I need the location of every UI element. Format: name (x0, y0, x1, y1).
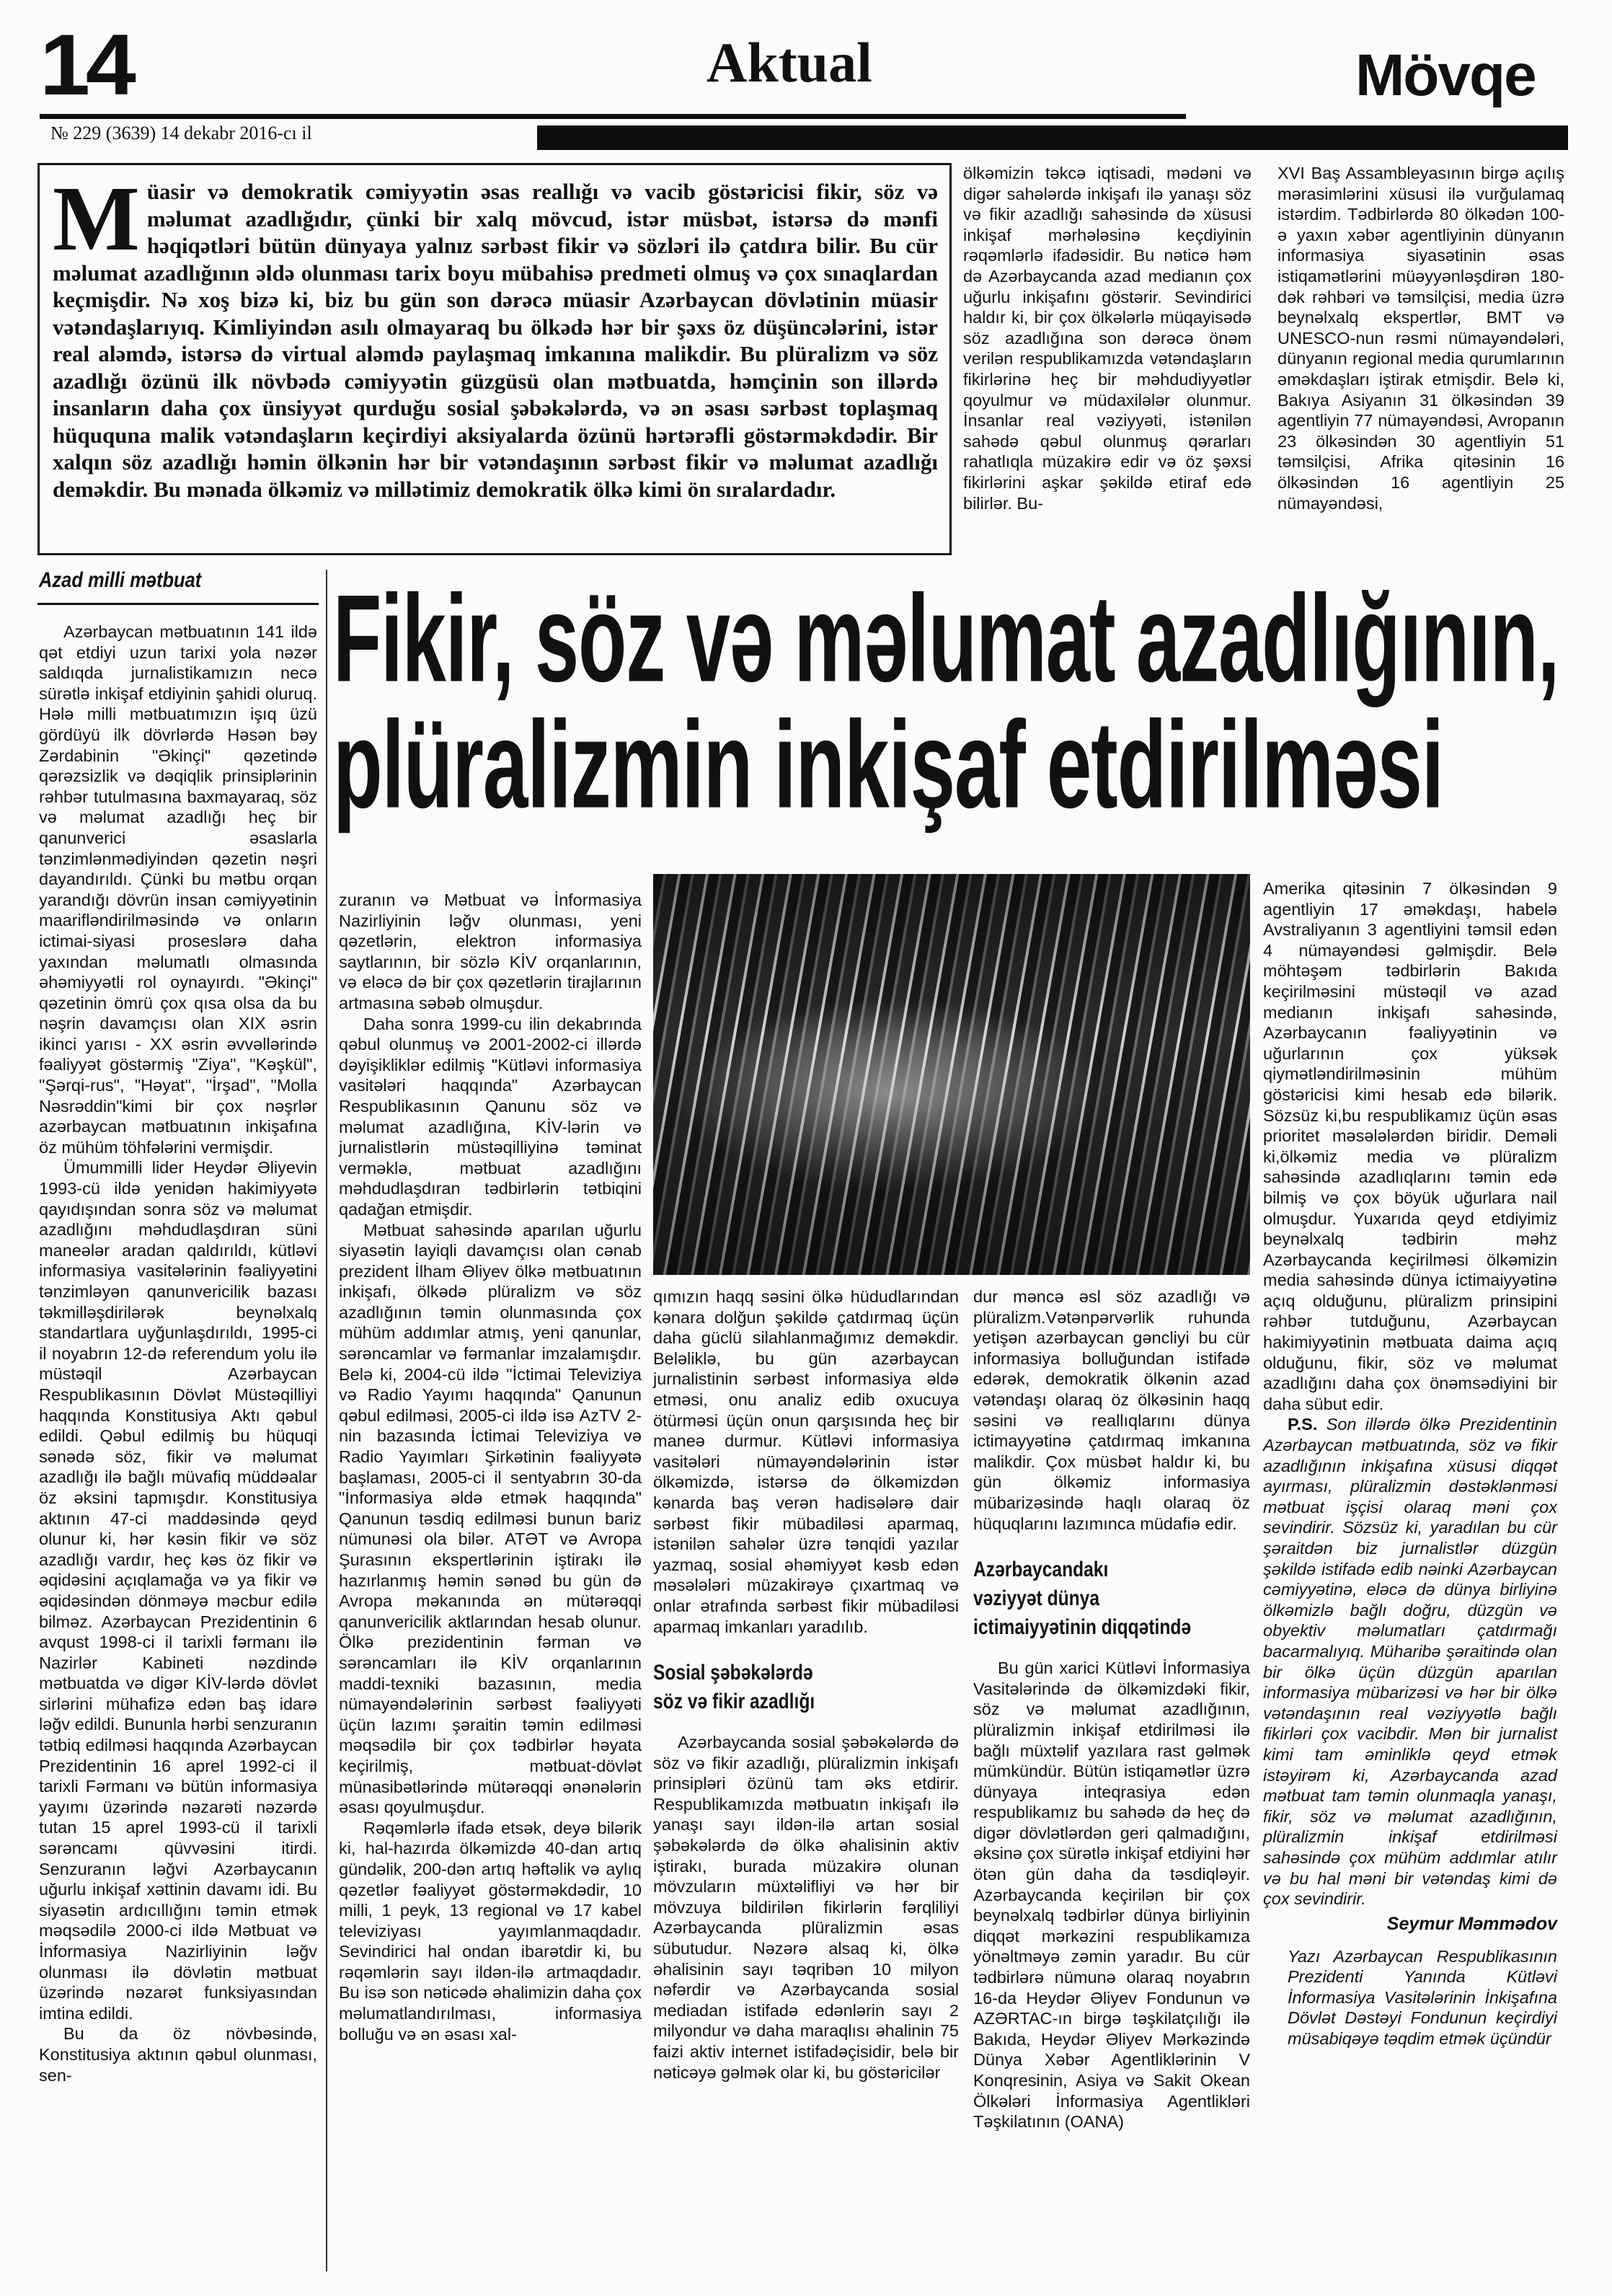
column-2 (339, 890, 642, 2044)
column-divider (326, 570, 327, 2271)
top-right-column-a (963, 163, 1252, 513)
paragraph: Bu da öz növbəsində, Konstitusiya aktının qəbul olunması, sen- (39, 2024, 317, 2085)
paragraph: qımızın haqq səsini ölkə hüdudlarından kənara dolğun şəkildə çatdırmaq üçün daha güclü silahlanmağımız deməkdir. Beləliklə, bu gün azərbaycan jurnalistinin sərbəst informasiya əldə etməsi, onu analiz edib oxucuya ötürməsi üçün onun qarşısında heç bir maneə durmur. Kütləvi informasiya vasitələri nümayəndələrinin istər ölkəmizdə, istərsə də ölkəmizdən kənarda baş verən hadisələrə dair sərbəst fikir mübadiləsi aparmaq, istənilən sahələr üzrə tənqidi yazılar yazmaq, sosial əhəmiyyət kəsb edən məsələləri müzakirəyə çıxartmaq və onlar ətrafında sərbəst fikir mübadiləsi aparmaq imkanları yaradılıb. (653, 1287, 959, 1636)
subheading-line: ictimaiyyətinin diqqətində (973, 1615, 1192, 1640)
subheading-line: Azərbaycandakı (973, 1558, 1109, 1582)
author-signature: Seymur Məmmədov (1386, 1913, 1557, 1934)
section-title: Aktual (707, 31, 872, 94)
paragraph: XVI Baş Assambleyasının birgə açılış mərasimlərini xüsusi ilə vurğulamaq istərdim. Tədbirlərdə 80 ölkədən 100-ə yaxın xəbər agentliyinin dünyanın informasiya siyasətinin əsas istiqamətlərini müəyyənləşdirən 180-dək rəhbəri və təmsilçisi, media üzrə beynəlxalq ekspertlər, BMT və UNESCO-nun rəsmi nümayəndələri, dünyanın regional media qurumlarının əməkdaşları iştirak etmişdir. Belə ki, Bakıya Asiyanın 31 ölkəsindən 39 agentliyin 77 nümayəndəsi, Avropanın 23 ölkəsindən 30 agentliyin 51 təmsilçisi, Afrika qitəsinin 16 ölkəsindən 16 agentliyin 25 nümayəndəsi, (1277, 164, 1564, 513)
ps-text: Son illərdə ölkə Prezidentinin Azərbaycan mətbuatında, söz və fikir azadlığının inkişafına xüsusi diqqət ayırması, plüralizmin dəstəklənməsi mətbuat işçisi olaraq məni çox sevindirir. Sözsüz ki, yaradılan bu cür şəraitdən biz jurnalistlər düzgün şəkildə istifadə edib nəinki Azərbaycan cəmiyyətinə, eləcə də dünya birliyinə ölkəmizlə bağlı doğru, düzgün və obyektiv məlumatları çatdırmağı bacarmalıyıq. Müharibə şəraitində olan bir ölkə üçün düzgün aparılan informasiya mübarizəsi və hər bir ölkə vətəndaşının real vəziyyətlə bağlı fikirləri çox vacibdir. Mən bir jurnalist kimi tam əminliklə qeyd etmək istəyirəm ki, Azərbaycanda azad mətbuat tam təmin olunmaqla yanaşı, fikir, söz və məlumat azadlığının, plüralizmin inkişaf etdirilməsi sahəsində çox mühüm addımlar atılır və bu hal məni bir vətəndaş kimi də çox sevindirir. (1263, 1415, 1557, 1909)
headline-line-1: Fikir, söz və məlumat azadlığının, (333, 569, 1559, 708)
paragraph: Ümummilli lider Heydər Əliyevin 1993-cü ildə yenidən hakimiyyətə qayıdışından sonra söz və məlumat azadlığını məhdudlaşdıran süni maneələr aradan qaldırıldı, kütləvi informasiya vasitələrinin fəaliyyətini tənzimləyən qanunvericilik bazası təkmilləşdirilərək beynəlxalq standartlara uyğunlaşdırıldı, 1995-ci il noyabrın 12-də referendum yolu ilə müstəqil Azərbaycan Respublikasının Dövlət Müstəqilliyi haqqında Konstitusiya Aktı qəbul edildi. Qəbul edilmiş bu hüquqi sənədə söz, fikir və məlumat azadlığı ilə bağlı müvafiq müddəalar öz əksini tapmışdır. Konstitusiya aktının 47-ci maddəsində qeyd olunur ki, hər kəsin fikir və söz azadlığı vardır, heç kəs öz fikir və əqidəsini açıqlamağa və ya fikir və əqidəsindən dönməyə məcbur edilə bilməz. Azərbaycan Prezidentinin 6 avqust 1998-ci il tarixli fərmanı ilə Nazirlər Kabineti nəzdində mətbuatda və digər KİV-lərdə dövlət sirlərini mühafizə edən baş idarə ləğv edildi. Bununla hərbi senzuranın tətbiq edilməsi haqqında Azərbaycan Prezidentinin 16 aprel 1992-ci il tarixli Fərmanı və bütün informasiya yayımı üzərində nəzarəti nəzərdə tutan 15 aprel 1993-cü il tarixli sərəncamı qüvvəsini itirdi. Senzuranın ləğvi Azərbaycanın uğurlu inkişaf xəttinin davamı idi. Bu siyasətin ardıcıllığını təmin etmək məqsədilə 2000-ci ildə Mətbuat və İnformasiya Nazirliyinin ləğv olunması ilə dövlətin mətbuat üzərində nəzarət funksiyasından imtina edildi. (39, 1158, 317, 2023)
intro-box (37, 163, 952, 555)
header-black-bar (537, 125, 1568, 150)
left-column-heading: Azad milli mətbuat (39, 568, 202, 592)
subheading-line: Sosial şəbəkələrdə (653, 1661, 813, 1685)
paragraph: Azərbaycanda sosial şəbəkələrdə də söz və fikir azadlığı, plüralizmin inkişafı prinsipləri özünü tam əks etdirir. Respublikamızda mətbuatın inkişafı ilə yanaşı sayı ildən-ilə artan sosial şəbəkələrdə də ölkə əhalisinin aktiv iştirakı, burada müzakirə olunan mövzuların müxtəlifliyi və hər bir mövzuya bildirilən fikirlərin fərqliliyi Azərbaycanda plüralizmin əsas sübutudur. Nəzərə alsaq ki, ölkə əhalisinin sayı təqribən 10 milyon nəfərdir və Azərbaycanda sosial mediadan istifadə edənlərin sayı 2 milyondur və daha maraqlısı əhalinin 75 faizi aktiv internet istifadəçisidir, belə bir nəticəyə gəlmək olar ki, bu göstəricilər (653, 1733, 959, 2082)
issue-line: № 229 (3639) 14 dekabr 2016-cı il (50, 123, 312, 144)
paragraph: Daha sonra 1999-cu ilin dekabrında qəbul olunmuş və 2001-2002-ci illərdə dəyişikliklər edilmiş "Kütləvi informasiya vasitələri haqqında" Azərbaycan Respublikasının Qanunu söz və məlumat azadlığına, KİV-lərin və jurnalistlərin müstəqilliyinə təminat verməklə, mətbuat azadlığını məhdudlaşdıran tədbirlərin tətbiqini qadağan etmişdir. (339, 1014, 642, 1219)
headline-line-2: plüralizmin inkişaf etdirilməsi (333, 695, 1443, 834)
column-3 (653, 1286, 959, 2083)
column-4 (973, 1286, 1250, 2132)
paragraph: dur məncə əsl söz azadlığı və plüralizm.Vətənpərvərlik ruhunda yetişən azərbaycan gəncliyi bu cür informasiya bolluğundan istifadə edərək, demokratik ölkənin azad vətəndaşı olaraq öz ölkəsinin haqq səsini və reallıqlarını dünya ictimayyətinə çatdırmaq imkanına malikdir. Çox müsbət haldır ki, bu gün ölkəmiz informasiya mübarizəsində haqlı olaraq öz hüquqlarını lazımınca müdafiə edir. (973, 1287, 1250, 1533)
subheading-world-attention (973, 1555, 1200, 1642)
paragraph: Mətbuat sahəsində aparılan uğurlu siyasətin layiqli davamçısı olan cənab prezident İlham Əliyev ölkə mətbuatının inkişafı, ölkədə plüralizm və söz azadlığının təmin olunmasında çox mühüm addımlar atmış, yeni qanunlar, sərəncamlar və fərmanlar imzalamışdır. Belə ki, 2004-cü ildə "İctimai Televiziya və Radio Yayımı haqqında" Qanunun qəbul edilməsi, 2005-ci ildə isə AzTV 2-nin bazasında İctimai Televiziya və Radio Yayımları Şirkətinin fəaliyyətə başlaması, 2005-ci il sentyabrın 30-da "İnformasiya əldə etmək haqqında" Qanunun təsdiq edilməsi bunun bariz nümunəsi ola bilər. ATƏT və Avropa Şurasının ekspertlərinin iştirakı ilə hazırlanmış həmin sənəd bu gün də Avropa məkanında ən mütərəqqi qanunvericilik aktlarından hesab olunur. Ölkə prezidentinin fərman və sərəncamları ilə KİV orqanlarının maddi-texniki bazasının, media nümayəndələrinin sərbəst fəaliyyəti üçün lazımı şəraitin təmin edilməsi məqsədilə bir çox tədbirlər həyata keçirilmiş, mətbuat-dövlət münasibətlərində mütərəqqi ənənələrin əsası qoyulmuşdur. (339, 1220, 642, 1817)
column-5 (1263, 878, 1557, 2049)
paragraph: Amerika qitəsinin 7 ölkəsindən 9 agentliyin 17 əməkdaşı, habelə Avstraliyanın 3 agentliyini təmsil edən 4 nümayəndəsi gəlmişdir. Belə möhtəşəm tədbirlərin Bakıda keçirilməsini müstəqil və azad medianın inkişafı sahəsində, Azərbaycanın fəaliyyətinin və uğurlarının çox yüksək qiymətləndirilməsinin mühüm göstəricisi kimi hesab edə bilərik. Sözsüz ki,bu respublikamız üçün əsas prioritet məsələlərdən biridir. Deməli ki,ölkəmiz media və plüralizm sahəsində azadlıqlarını təmin edə bilmiş və çox böyük uğurlara nail olmuşdur. Yuxarıda qeyd etdiyimiz beynəlxalq tədbirin məhz Azərbaycanda keçirilməsi ölkəmizin media sahəsində dünya ictimaiyyətinə açıq olduğunu, plüralizm prinsipini rəhbər tutduğunu, Azərbaycan hakimiyyətinin mətbuata daima açıq olduğunu, fikir, söz və məlumat azadlığını daha çox önəmsədiyini bir daha sübut edir. (1263, 879, 1557, 1413)
top-right-column-b (1277, 163, 1564, 513)
subheading-line: vəziyyət dünya (973, 1586, 1100, 1611)
paragraph: Rəqəmlərlə ifadə etsək, deyə bilərik ki, hal-hazırda ölkəmizdə 40-dan artıq gündəlik, 200-dən artıq həftəlik və aylıq qəzetlər fəaliyyət göstərməkdədir, 10 milli, 1 peyk, 13 regional və 17 kabel televiziyası yayımlanmaqdadır. Sevindirici hal ondan ibarətdir ki, bu rəqəmlərin sayı ildən-ilə artmaqdadır. Bu isə son nəticədə əhalimizin daha çox məlumatlandırılması, informasiya bolluğu və ən əsası xal- (339, 1818, 642, 2044)
paragraph: ölkəmizin təkcə iqtisadi, mədəni və digər sahələrdə inkişafı ilə yanaşı söz və fikir azadlığı sahəsində də xüsusi inkişaf mərhələsinə keçdiyinin rəqəmlərlə ifadəsidir. Bu nəticə həm də Azərbaycanda azad medianın çox uğurlu inkişafını göstərir. Sevindirici haldır ki, bir çox ölkələrlə müqayisədə söz azadlığına son dərəcə önəm verilən respublikamızda vətəndaşların fikirlərinə heç bir məhdudiyyətlər qoyulmur və müdaxilələr olunmur. İnsanlar real vəziyyəti, istənilən sahədə qəbul olunmuş qərarları rahatlıqla müzakirə edir və öz şəxsi fikirlərini aşkar şəkildə etiraf edə bilirlər. Bu- (963, 164, 1252, 513)
contest-note: Yazı Azərbaycan Respublikasının Prezidenti Yanında Kütləvi İnformasiya Vasitələrinin İnkişafına Dövlət Dəstəyi Fondunun keçirdiyi müsabiqəyə təqdim etmək üçündür (1288, 1946, 1557, 2049)
heading-rule (37, 603, 319, 605)
drop-cap: M (53, 167, 140, 270)
postscript (1263, 1414, 1557, 1909)
paragraph: Bu gün xarici Kütləvi İnformasiya Vasitələrində də ölkəmizdəki fikir, söz və məlumat azadlığının, plüralizmin inkişaf etdirilməsi ilə bağlı müxtəlif yazılara rast gəlmək mümkündür. Bütün istiqamətlər üzrə dünyaya inteqrasiya edən respublikamız bu sahədə də heç də digər dövlətlərdən geri qalmadığını, əksinə çox sürətlə inkişaf etdiyini hər ötən gün daha da təsdiqləyir. Azərbaycanda keçirilən bir çox beynəlxalq tədbirlər dünya birliyinin diqqət mərkəzini respublikamıza yönəltməyə zəmin yaradır. Bu cür tədbirlərə nümunə olaraq noyabrın 16-da Heydər Əliyev Fondunun və AZƏRTAC-ın birgə təşkilatçılığı ilə Bakıda, Heydər Əliyev Mərkəzində Dünya Xəbər Agentliklərinin V Konqresinin, Asiya və Sakit Okean Ölkələri İnformasiya Agentlikləri Təşkilatının (OANA) (973, 1659, 1250, 2132)
page-number: 14 (39, 17, 132, 113)
newspaper-logo: Mövqe (1355, 43, 1536, 108)
ps-label: P.S. (1288, 1415, 1318, 1434)
header-rule (40, 114, 1186, 119)
paragraph: zuranın və Mətbuat və İnformasiya Nazirliyinin ləğv olunması, yeni qəzetlərin, elektron informasiya saytlarının, bir sözlə KİV orqanlarının, və eləcə də bir çox qəzetlərin tirajlarının artmasına səbəb olmuşdur. (339, 891, 642, 1012)
intro-text: üasir və demokratik cəmiyyətin əsas reallığı və vacib göstəricisi fikir, söz və məlumat azadlığıdır, çünki bir xalq mövcud, istər müsbət, istərsə də mənfi həqiqətləri bütün dünyaya yalnız sərbəst fikir və sözləri ilə çatdıra bilir. Bu cür məlumat azadlığının əldə olunması tarix boyu mübahisə predmeti olmuş və çox sınaqlardan keçmişdir. Nə xoş bizə ki, biz bu gün son dərəcə müasir Azərbaycan dövlətinin müasir vətəndaşlarıyıq. Kimliyindən asılı olmayaraq bu ölkədə hər bir şəxs öz düşüncələrini, istər real aləmdə, istərsə də virtual aləmdə paylaşmaq imkanına malikdir. Bu plüralizm və söz azadlığı özünü ilk növbədə cəmiyyətin güzgüsü olan mətbuatda, həmçinin son illərdə insanların daha çox ünsiyyət qurduğu sosial şəbəkələrdə, və ən əsası sərbəst toplaşmaq hüququna malik vətəndaşların keçirdiyi aksiyalarda özünü hərtərəfli göstərməkdədir. Bir xalqın söz azadlığı həmin ölkənin hər bir vətəndaşının sərbəst fikir və məlumat azadlığı deməkdir. Bu mənada ölkəmiz və millətimiz demokratik ölkə kimi ön sıralardadır. (53, 179, 938, 502)
newspapers-photo (653, 874, 1250, 1275)
paragraph: Azərbaycan mətbuatının 141 ildə qət etdiyi uzun tarixi yola nəzər saldıqda jurnalistikamızın necə sürətlə inkişaf etdiyinin şahidi oluruq. Hələ milli mətbuatımızın işıq üzü gördüyü ilk dövrlərdə Həsən bəy Zərdabinin "Əkinçi" qəzetində qərəzsizlik və dəqiqlik prinsiplərinin rəhbər tutulmasına baxmayaraq, söz və məlumat azadlığı heç bir qanunverici əsaslarla tənzimlənmədiyindən qəzetin nəşri dayandırıldı. Çünki bu mətbu orqan yarandığı dövrün insan cəmiyyətinin maarifləndirilməsində və onların ictimai-siyasi proseslərə daha yaxından məlumatlı olmasında əhəmiyyətli rol oynayırdı. "Əkinçi" qəzetinin ömrü çox qısa olsa da bu nəşrin davamçısı olan XIX əsrin ikinci yarısı - XX əsrin əvvəllərində fəaliyyət göstərmiş "Ziya", "Kəşkül", "Şərqi-rus", "Həyat", "İrşad", "Molla Nəsrəddin"kimi bir çox nəşrlər azərbaycan mətbuatının inkişafına öz mühüm töhfələrini vermişdir. (39, 622, 317, 1157)
subheading-line: söz və fikir azadlığı (653, 1690, 815, 1714)
left-column (39, 622, 317, 2085)
subheading-social-networks (653, 1659, 904, 1716)
